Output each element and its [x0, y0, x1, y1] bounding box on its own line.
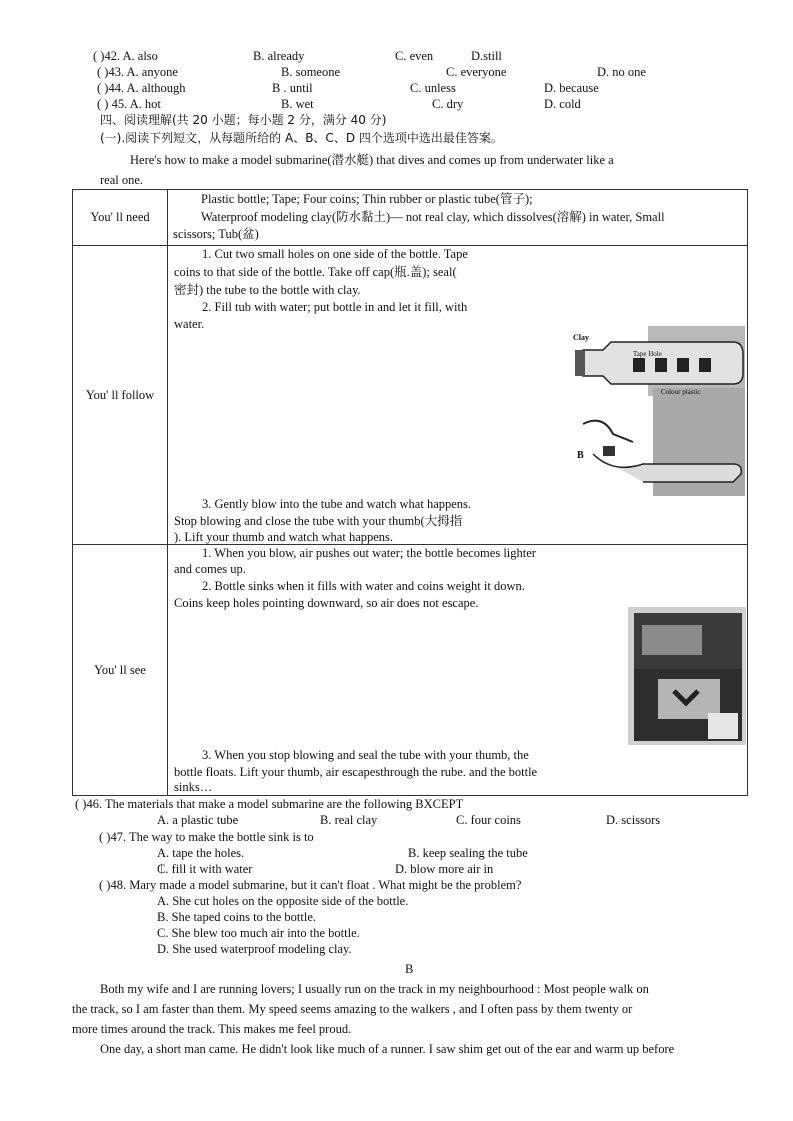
q43-option-b: B. someone	[281, 65, 341, 79]
follow-cell	[168, 246, 748, 545]
need-line-3: scissors; Tub(盆)	[173, 227, 259, 241]
see-result-1-line-1: 1. When you blow, air pushes out water; the bottle becomes lighter	[202, 546, 536, 560]
follow-step-2-line-1: 2. Fill tub with water; put bottle in and let it fill, with	[202, 300, 468, 314]
q43-option-d: D. no one	[597, 65, 646, 79]
see-result-2-line-2: Coins keep holes pointing downward, so air does not escape.	[174, 596, 479, 610]
q45-option-c: C. dry	[432, 97, 464, 111]
need-cell	[168, 190, 748, 246]
q44-option-d: D. because	[544, 81, 599, 95]
q45-option-b: B. wet	[281, 97, 314, 111]
results-photo-figure	[628, 607, 746, 745]
q46-stem: ( )46. The materials that make a model submarine are the following BXCEPT	[75, 797, 464, 811]
q42-option-b: B. already	[253, 49, 305, 63]
q48-option-c: C. She blew too much air into the bottle.	[157, 926, 360, 940]
q46-option-b: B. real clay	[320, 813, 378, 827]
follow-step-2-line-2: water.	[174, 317, 205, 331]
follow-step-3-line-2: Stop blowing and close the tube with your thumb(大拇指	[174, 514, 463, 528]
q43-option-c: C. everyone	[446, 65, 507, 79]
results-photo	[628, 607, 746, 745]
see-result-2-line-1: 2. Bottle sinks when it fills with water and coins weight it down.	[202, 579, 525, 593]
q48-option-d: D. She used waterproof modeling clay.	[157, 942, 352, 956]
q47-option-b: B. keep sealing the tube	[408, 846, 528, 860]
see-result-1-line-2: and comes up.	[174, 562, 246, 576]
q45-stem: ( ) 45. A. hot	[97, 97, 161, 111]
passage-b-line-1: Both my wife and I are running lovers; I usually run on the track in my neighbourhood : Most people walk on	[100, 982, 649, 996]
q42-stem: ( )42. A. also	[93, 49, 158, 63]
see-result-3-line-2: bottle floats. Lift your thumb, air escapesthrough the rube. and the bottle	[174, 765, 538, 779]
q45-option-d: D. cold	[544, 97, 581, 111]
q47-stem: ( )47. The way to make the bottle sink is to	[99, 830, 314, 844]
need-line-2: Waterproof modeling clay(防水黏土)— not real clay, which dissolves(溶解) in water, Small	[201, 210, 665, 224]
fig-label-tape-hole: Tape Hole	[633, 350, 662, 358]
q47-option-d: D. blow more air in	[395, 862, 494, 876]
q46-option-c: C. four coins	[456, 813, 521, 827]
q44-stem: ( )44. A. although	[97, 81, 186, 95]
need-label: You' ll need	[73, 190, 168, 246]
follow-step-1-line-2: coins to that side of the bottle. Take off cap(瓶.盖); seal(	[174, 265, 457, 279]
follow-step-1-line-3: 密封) the tube to the bottle with clay.	[174, 283, 361, 297]
follow-step-3-line-3: ). Lift your thumb and watch what happens.	[174, 530, 394, 544]
passage-b-line-2: the track, so I am faster than them. My speed seems amazing to the walkers , and I often pass by them twenty or	[72, 1002, 633, 1016]
follow-step-1-line-1: 1. Cut two small holes on one side of the bottle. Tape	[202, 247, 468, 261]
q48-stem: ( )48. Mary made a model submarine, but it can't float . What might be the problem?	[99, 878, 522, 892]
passage-b-label: B	[405, 962, 414, 976]
q48-option-a: A. She cut holes on the opposite side of the bottle.	[157, 894, 409, 908]
instruction-table	[72, 189, 748, 796]
see-cell	[168, 545, 748, 796]
need-line-1: Plastic bottle; Tape; Four coins; Thin rubber or plastic tube(管子);	[201, 192, 533, 206]
follow-label: You' ll follow	[73, 246, 168, 545]
section-heading: 四、阅读理解(共 20 小题；每小题 2 分，满分 40 分)	[100, 113, 387, 127]
follow-step-3-line-1: 3. Gently blow into the tube and watch what happens.	[202, 497, 472, 511]
q46-option-d: D. scissors	[606, 813, 661, 827]
q42-option-c: C. even	[395, 49, 434, 63]
see-result-3-line-1: 3. When you stop blowing and seal the tube with your thumb, the	[202, 748, 529, 762]
see-result-3-line-3: sinks…	[174, 780, 213, 794]
sub-heading: (一).阅读下列短文，从每题所给的 A、B、C、D 四个选项中选出最佳答案。	[100, 131, 503, 145]
q42-option-d: D.still	[471, 49, 502, 63]
fig-label-clay: Clay	[573, 333, 589, 342]
intro-line-2: real one.	[100, 173, 144, 187]
passage-b-line-3: more times around the track. This makes me feel proud.	[72, 1022, 352, 1036]
q48-option-b: B. She taped coins to the bottle.	[157, 910, 317, 924]
passage-b-line-4: One day, a short man came. He didn't look like much of a runner. I saw shim get out of the ear and warm up before	[100, 1042, 675, 1056]
fig-label-colour-plastic: Colour plastic	[661, 388, 701, 396]
q44-option-b: B . until	[272, 81, 313, 95]
intro-line-1: Here's how to make a model submarine(潜水艇) that dives and comes up from underwater like a	[130, 153, 614, 167]
see-label: You' ll see	[73, 545, 168, 796]
fig-label-b: B	[577, 450, 584, 461]
bottle-diagram-figure	[573, 324, 746, 496]
q43-stem: ( )43. A. anyone	[97, 65, 178, 79]
q47-option-c: ₵. fill it with water	[157, 862, 253, 876]
q46-option-a: A. a plastic tube	[157, 813, 239, 827]
q44-option-c: C. unless	[410, 81, 456, 95]
q47-option-a: A. tape the holes.	[157, 846, 245, 860]
